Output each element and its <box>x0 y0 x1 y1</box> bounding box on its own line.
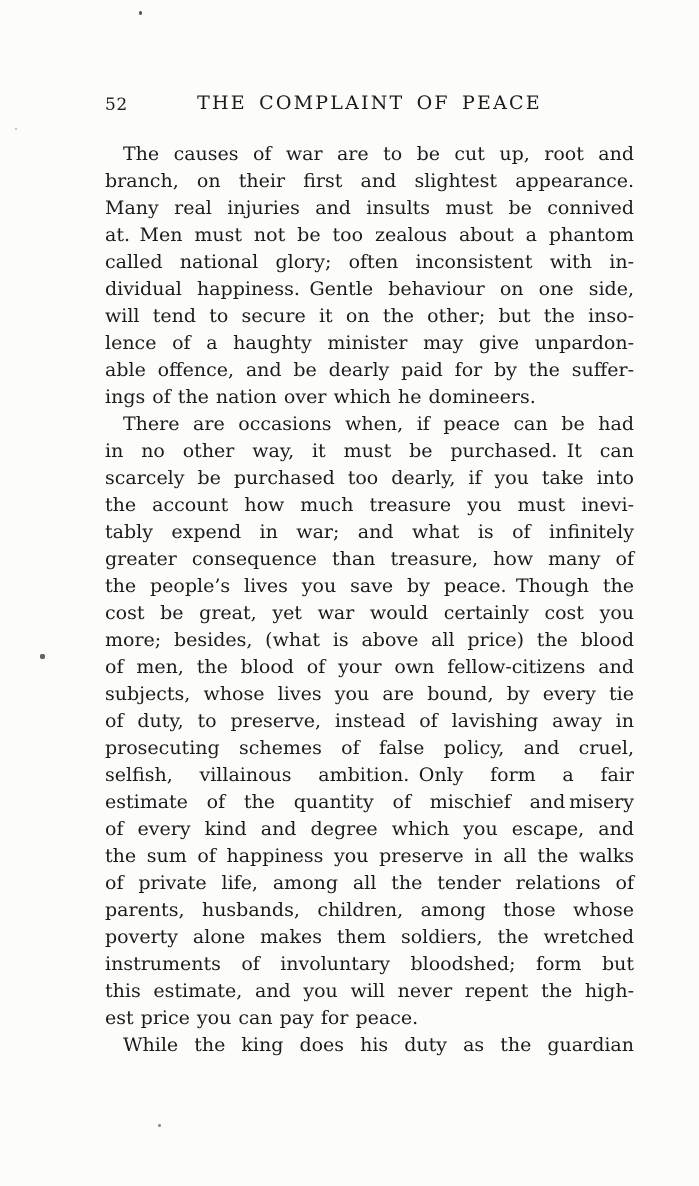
scan-speck <box>40 654 45 659</box>
text-line: parents, husbands, children, among those whose <box>105 899 634 921</box>
text-line: of every kind and degree which you escape, and <box>105 818 634 840</box>
text-line: There are occasions when, if peace can be had <box>123 413 634 435</box>
text-line: ings of the nation over which he domineers. <box>105 386 536 408</box>
text-line: While the king does his duty as the guardian <box>123 1034 634 1056</box>
text-line: branch, on their first and slightest appearance. <box>105 170 634 192</box>
page-body <box>105 141 634 1059</box>
text-line: at. Men must not be too zealous about a phantom <box>105 224 634 246</box>
text-line: this estimate, and you will never repent the high- <box>105 980 634 1002</box>
text-line: selfish, villainous ambition. Only form a fair <box>105 764 634 786</box>
text-line: the sum of happiness you preserve in all the walks <box>105 845 634 867</box>
text-line: of duty, to preserve, instead of lavishing away in <box>105 710 634 732</box>
text-line: The causes of war are to be cut up, root and <box>123 143 634 165</box>
text-line: poverty alone makes them soldiers, the wretched <box>105 926 634 948</box>
text-line: prosecuting schemes of false policy, and cruel, <box>105 737 634 759</box>
text-line: Many real injuries and insults must be connived <box>105 197 634 219</box>
text-line: tably expend in war; and what is of infinitely <box>105 521 634 543</box>
text-line: able offence, and be dearly paid for by the suffer- <box>105 359 634 381</box>
text-line: dividual happiness. Gentle behaviour on one side, <box>105 278 634 300</box>
text-line: in no other way, it must be purchased. It can <box>105 440 634 462</box>
text-line: cost be great, yet war would certainly cost you <box>105 602 634 624</box>
page-number: 52 <box>105 95 128 115</box>
text-line: will tend to secure it on the other; but the inso- <box>105 305 634 327</box>
text-line: more; besides, (what is above all price) the blood <box>105 629 634 651</box>
text-line: called national glory; often inconsistent with in- <box>105 251 634 273</box>
text-line: instruments of involuntary bloodshed; form but <box>105 953 634 975</box>
text-line: of private life, among all the tender relations of <box>105 872 634 894</box>
text-line: estimate of the quantity of mischief and misery <box>105 791 634 813</box>
text-line: lence of a haughty minister may give unpardon- <box>105 332 634 354</box>
text-line: greater consequence than treasure, how many of <box>105 548 634 570</box>
text-line: the account how much treasure you must inevi- <box>105 494 634 516</box>
text-line: subjects, whose lives you are bound, by every tie <box>105 683 634 705</box>
scan-speck <box>15 128 17 130</box>
text-line: the people’s lives you save by peace. Though the <box>105 575 634 597</box>
running-header-title: THE COMPLAINT OF PEACE <box>197 92 542 114</box>
text-line: of men, the blood of your own fellow-citizens and <box>105 656 634 678</box>
text-line: scarcely be purchased too dearly, if you take into <box>105 467 634 489</box>
text-line: est price you can pay for peace. <box>105 1007 419 1029</box>
scan-speck <box>158 1124 161 1127</box>
scan-speck <box>139 11 142 15</box>
running-header <box>105 92 634 116</box>
